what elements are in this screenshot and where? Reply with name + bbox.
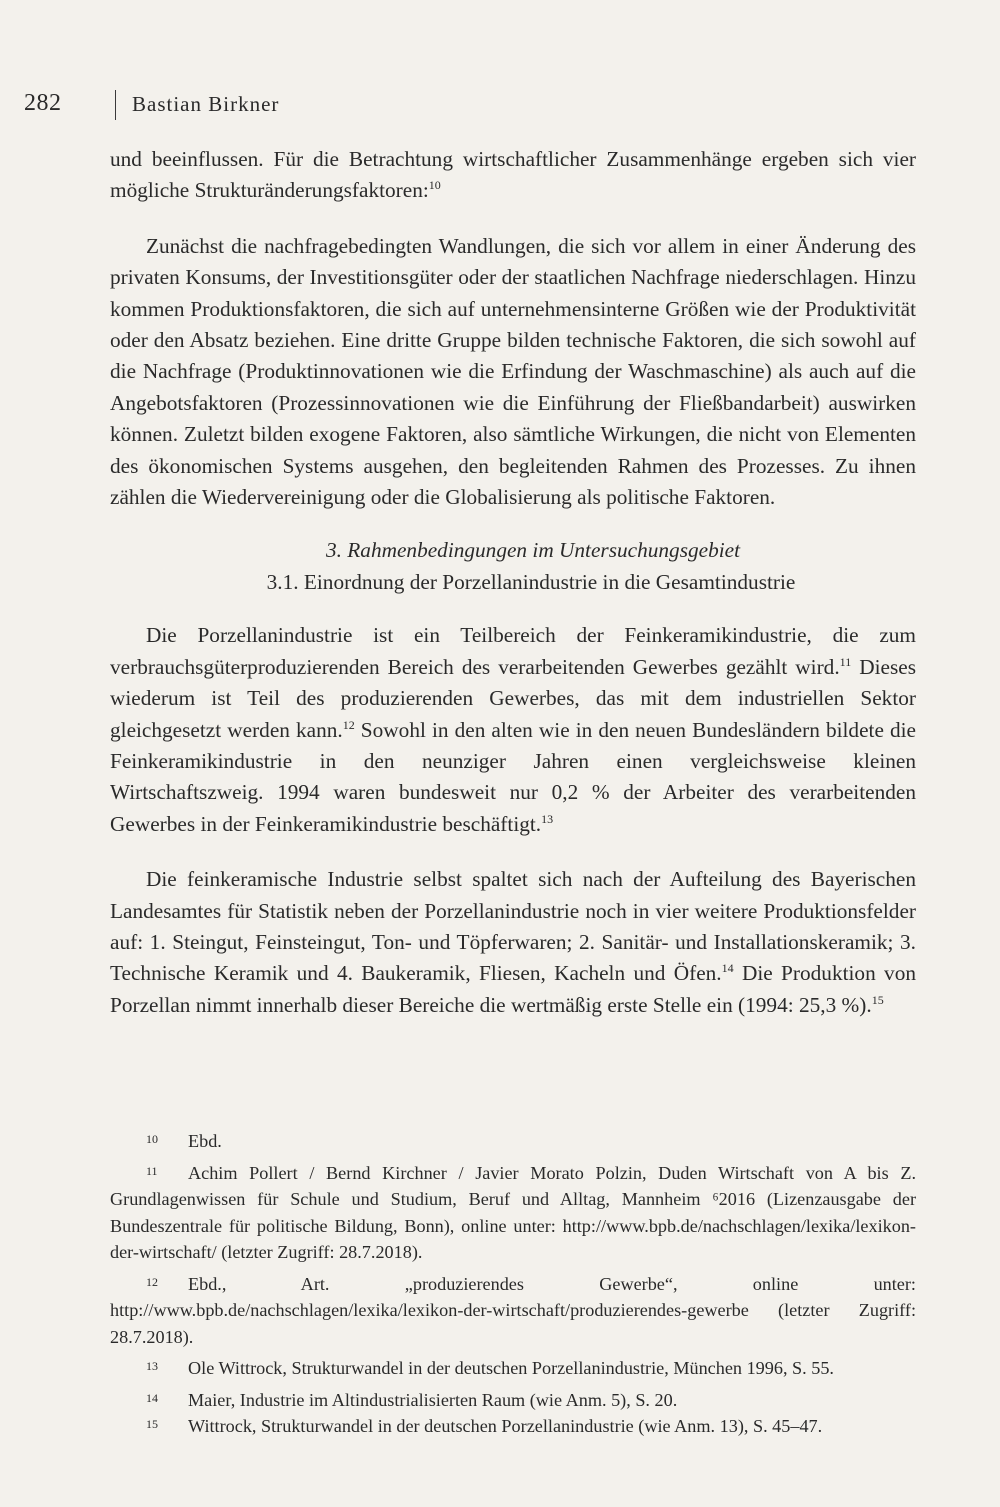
footnote-ref-10: 10: [428, 178, 441, 193]
subsection-heading: 3.1. Einordnung der Porzellanindustrie in die Gesamtindustrie: [266, 569, 796, 594]
paragraph-3: Die Porzellanindustrie ist ein Teilbereich der Feinkeramikindustrie, die zum verbrauchsgüterproduzierenden Bereich des verarbeitenden Gewerbes gezählt wird.$^{11}$ Dieses wiederum ist Teil des produzierenden Gewerbes, das mit dem industriellen Sektor gleichgesetzt werden kann.$^{12}$ Sowohl in den alten wie in den neuen Bundesländern bildete die Feinkeramikindustrie in den neunziger Jahren einen vergleichsweise kleinen Wirtschaftszweig. 1994 waren bundesweit nur 0,2 % der Arbeiter des verarbeitenden Gewerbes in der Feinkeramikindustrie beschäftigt.$^{13}$: [110, 623, 916, 836]
footnote-number: 14: [146, 1390, 158, 1405]
paragraph-1: und beeinflussen. Für die Betrachtung wirtschaftlicher Zusammenhänge ergeben sich vier mögliche Strukturänderungsfaktoren:$^{10}$: [110, 147, 916, 203]
running-head-author: Bastian Birkner: [132, 92, 280, 116]
footnote-number: 13: [146, 1359, 158, 1373]
footnote-12: [110, 1271, 916, 1351]
footnote-text: Ebd., Art. „produzierendes Gewerbe“, online unter: http://www.bpb.de/nachschlagen/lexika/lexikon-der-wirtschaft/produzierendes-gewerbe (letzter Zugriff: 28.7.2018).: [110, 1273, 916, 1347]
footnote-number: 12: [146, 1274, 158, 1289]
footnote-number: 10: [146, 1132, 158, 1146]
body-text: [110, 144, 916, 1021]
footnote-text: Maier, Industrie im Altindustrialisierten Raum (wie Anm. 5), S. 20.: [188, 1389, 678, 1410]
header-divider: [115, 90, 116, 120]
paragraph-4: Die feinkeramische Industrie selbst spaltet sich nach der Aufteilung des Bayerischen Landesamtes für Statistik neben der Porzellanindustrie noch in vier weitere Produktionsfelder auf: 1. Steingut, Feinsteingut, Ton- und Töpferwaren; 2. Sanitär- und Installationskeramik; 3. Technische Keramik und 4. Baukeramik, Fliesen, Kacheln und Öfen.$^{14}$ Die Produktion von Porzellan nimmt innerhalb dieser Bereiche die wertmäßig erste Stelle ein (1994: 25,3 %).$^{15}$: [110, 867, 916, 1017]
footnote-ref-15: 15: [871, 992, 884, 1007]
footnote-ref-13: 13: [541, 811, 554, 826]
footnote-14: [110, 1387, 916, 1414]
footnote-15: [110, 1413, 916, 1440]
footnote-number: 11: [146, 1163, 158, 1178]
footnotes: [110, 1128, 916, 1440]
footnote-ref-12: 12: [342, 717, 355, 732]
footnote-text: Ebd.: [188, 1131, 222, 1151]
footnote-11: [110, 1160, 916, 1266]
footnote-text: Achim Pollert / Bernd Kirchner / Javier Morato Polzin, Duden Wirtschaft von A bis Z. Grundlagenwissen für Schule und Studium, Beruf und Alltag, Mannheim ⁶2016 (Lizenzausgabe der Bundeszentrale für politische Bildung, Bonn), online unter: http://www.bpb.de/nachschlagen/lexika/lexikon-der-wirtschaft/ (letzter Zugriff: 28.7.2018).: [110, 1162, 916, 1262]
section-heading: 3. Rahmenbedingungen im Untersuchungsgebiet: [325, 538, 741, 563]
footnote-13: [110, 1355, 916, 1382]
footnote-10: [110, 1128, 916, 1155]
footnote-number: 15: [146, 1417, 158, 1431]
page-header: [24, 90, 984, 126]
footnote-text: Wittrock, Strukturwandel in der deutschen Porzellanindustrie (wie Anm. 13), S. 45–47.: [188, 1416, 823, 1436]
footnote-ref-11: 11: [839, 654, 852, 669]
footnote-ref-14: 14: [721, 961, 734, 976]
paragraph-2: Zunächst die nachfragebedingten Wandlungen, die sich vor allem in einer Änderung des privaten Konsums, der Investitionsgüter oder der staatlichen Nachfrage niederschlagen. Hinzu kommen Produktionsfaktoren, die sich auf unternehmensinterne Größen wie der Produktivität oder den Absatz beziehen. Eine dritte Gruppe bilden technische Faktoren, die sich sowohl auf die Nachfrage (Produktinnovationen wie die Erfindung der Waschmaschine) als auch auf die Angebotsfaktoren (Prozessinnovationen wie die Einführung der Fließbandarbeit) auswirken können. Zuletzt bilden exogene Faktoren, also sämtliche Wirkungen, die nicht von Elementen des ökonomischen Systems ausgehen, den begleitenden Rahmen des Prozesses. Zu ihnen zählen die Wiedervereinigung oder die Globalisierung als politische Faktoren.: [110, 233, 916, 510]
footnote-text: Ole Wittrock, Strukturwandel in der deutschen Porzellanindustrie, München 1996, S. 55.: [188, 1358, 834, 1378]
page-number: 282: [24, 90, 62, 116]
